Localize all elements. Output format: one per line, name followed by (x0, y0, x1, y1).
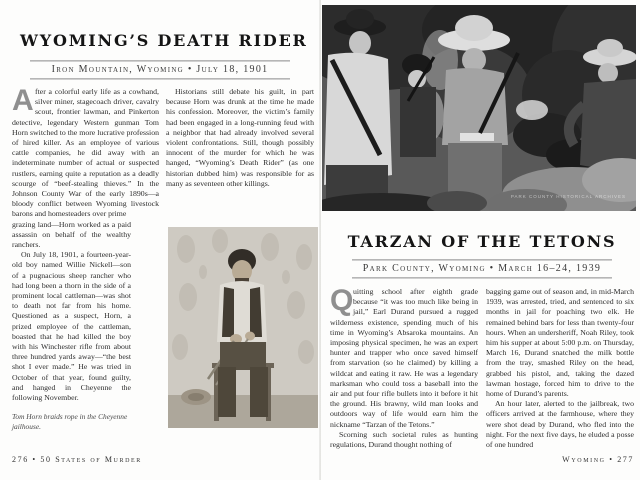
left-column-2 (166, 87, 314, 189)
tom-horn-photo (168, 227, 318, 428)
left-subtitle-rule-bottom (30, 78, 290, 80)
dropcap-letter: A (12, 84, 34, 117)
right-column-2 (486, 287, 634, 450)
page-spine-divider (319, 0, 321, 480)
paragraph: Scorning such societal rules as hunting regulations, Durand thought nothing of (330, 429, 478, 450)
paragraph: bagging game out of season and, in mid-March 1939, was arrested, tried, and sentenced to six months in jail for poaching two elk. He remained behind bars for less than twenty-four hours. When an undersheriff, Noah Riley, took him his supper at about 5:00 p.m. on Thursday, March 16, Durand snatched the milk bottle from the tray, smashed Riley on the head, grabbed his pistol, and, taking the dazed lawman hostage, forced him to drive to the home of Durand’s parents. (486, 287, 634, 399)
left-subtitle-rule-top (30, 60, 290, 62)
left-page-title: WYOMING’S DEATH RIDER (20, 31, 308, 50)
paragraph (12, 84, 159, 220)
photo-caption: Tom Horn braids rope in the Cheyenne jailhouse. (12, 412, 128, 431)
posse-photo (322, 5, 636, 211)
paragraph: An hour later, alerted to the jailbreak, two officers arrived at the farmhouse, where they were shot dead by Durand, who fled into the night. For the next five days, he eluded a posse of one hundred (486, 399, 634, 450)
paragraph-text: uitting school after eighth grade because “it was too much like being in jail,” Earl Durand pursued a rugged wilderness existence, spending much of his time in Wyoming’s Absaroka mountains. An imposing physical specimen, he was an expert hunter and trapper who once saved himself from starvation (so he claimed) by killing a wildcat and eating it raw. He was a legendary marksman who could toss a baseball into the air and put four rifle bullets into it before it hit the ground. His brawny, wild man looks and outdoors way of life would earn him the nickname “Tarzan of the Tetons.” (330, 287, 478, 429)
right-page-subtitle: Park County, Wyoming • March 16–24, 1939 (362, 263, 602, 274)
right-page-title: TARZAN OF THE TETONS (347, 232, 617, 251)
left-page-folio: 276 • 50 States of Murder (12, 455, 142, 464)
paragraph: On July 18, 1901, a fourteen-year-old boy named Willie Nickell—son of a pugnacious sheep rancher who had long been a thorn in the side of a prominent local cattleman—was shot to death not far from his home. Questioned as a suspect, Horn, a prized employee of the cattleman, boasted that he had killed the boy with his Winchester rifle from about three hundred yards away—“the best shot I ever made.” He was tried in October of that year, found guilty, and hanged in Cheyenne the following November. (12, 250, 131, 403)
right-subtitle-rule-top (352, 259, 612, 261)
posse-man-cap (400, 54, 436, 157)
left-page-subtitle: Iron Mountain, Wyoming • July 18, 1901 (51, 64, 269, 75)
tom-horn-photo-art (168, 227, 318, 428)
left-column-1 (12, 84, 159, 431)
paragraph: Historians still debate his guilt, in part because Horn was drunk at the time he made his confession. Moreover, the victim’s family had been engaged in a long-running feud with a neighbor that had already involved several violent confrontations. Still, though possibly innocent of the murder for which he was hanged, “Wyoming’s Death Rider” (as one historian dubbed him) was responsible for as many as seventeen other killings. (166, 87, 314, 188)
paragraph: grazing land—Horn worked as a paid assassin on behalf of the wealthy ranchers. (12, 219, 131, 250)
posse-photo-art (322, 5, 636, 211)
paragraph-text: fter a colorful early life as a cowhand, silver miner, stagecoach driver, cavalry scout, frontier lawman, and Pinkerton detective, legendary Western gunman Tom Horn switched to the more lucrative profession of hired killer. As an employee of various cattle companies, he did away with an indeterminate number of actual or suspected rustlers, earning quite a reputation as a deadly scourge of “beef-stealing thieves.” In the Johnson County War of the early 1890s—a bloody conflict between Wyoming livestock barons and homesteaders over prime (12, 87, 159, 219)
right-column-1 (330, 284, 478, 450)
right-page-folio: Wyoming • 277 (562, 455, 634, 464)
right-subtitle-rule-bottom (352, 277, 612, 279)
paragraph (330, 284, 478, 430)
photo-credit-watermark: PARK COUNTY HISTORICAL ARCHIVES (510, 194, 626, 199)
dropcap-letter: Q (330, 284, 354, 317)
